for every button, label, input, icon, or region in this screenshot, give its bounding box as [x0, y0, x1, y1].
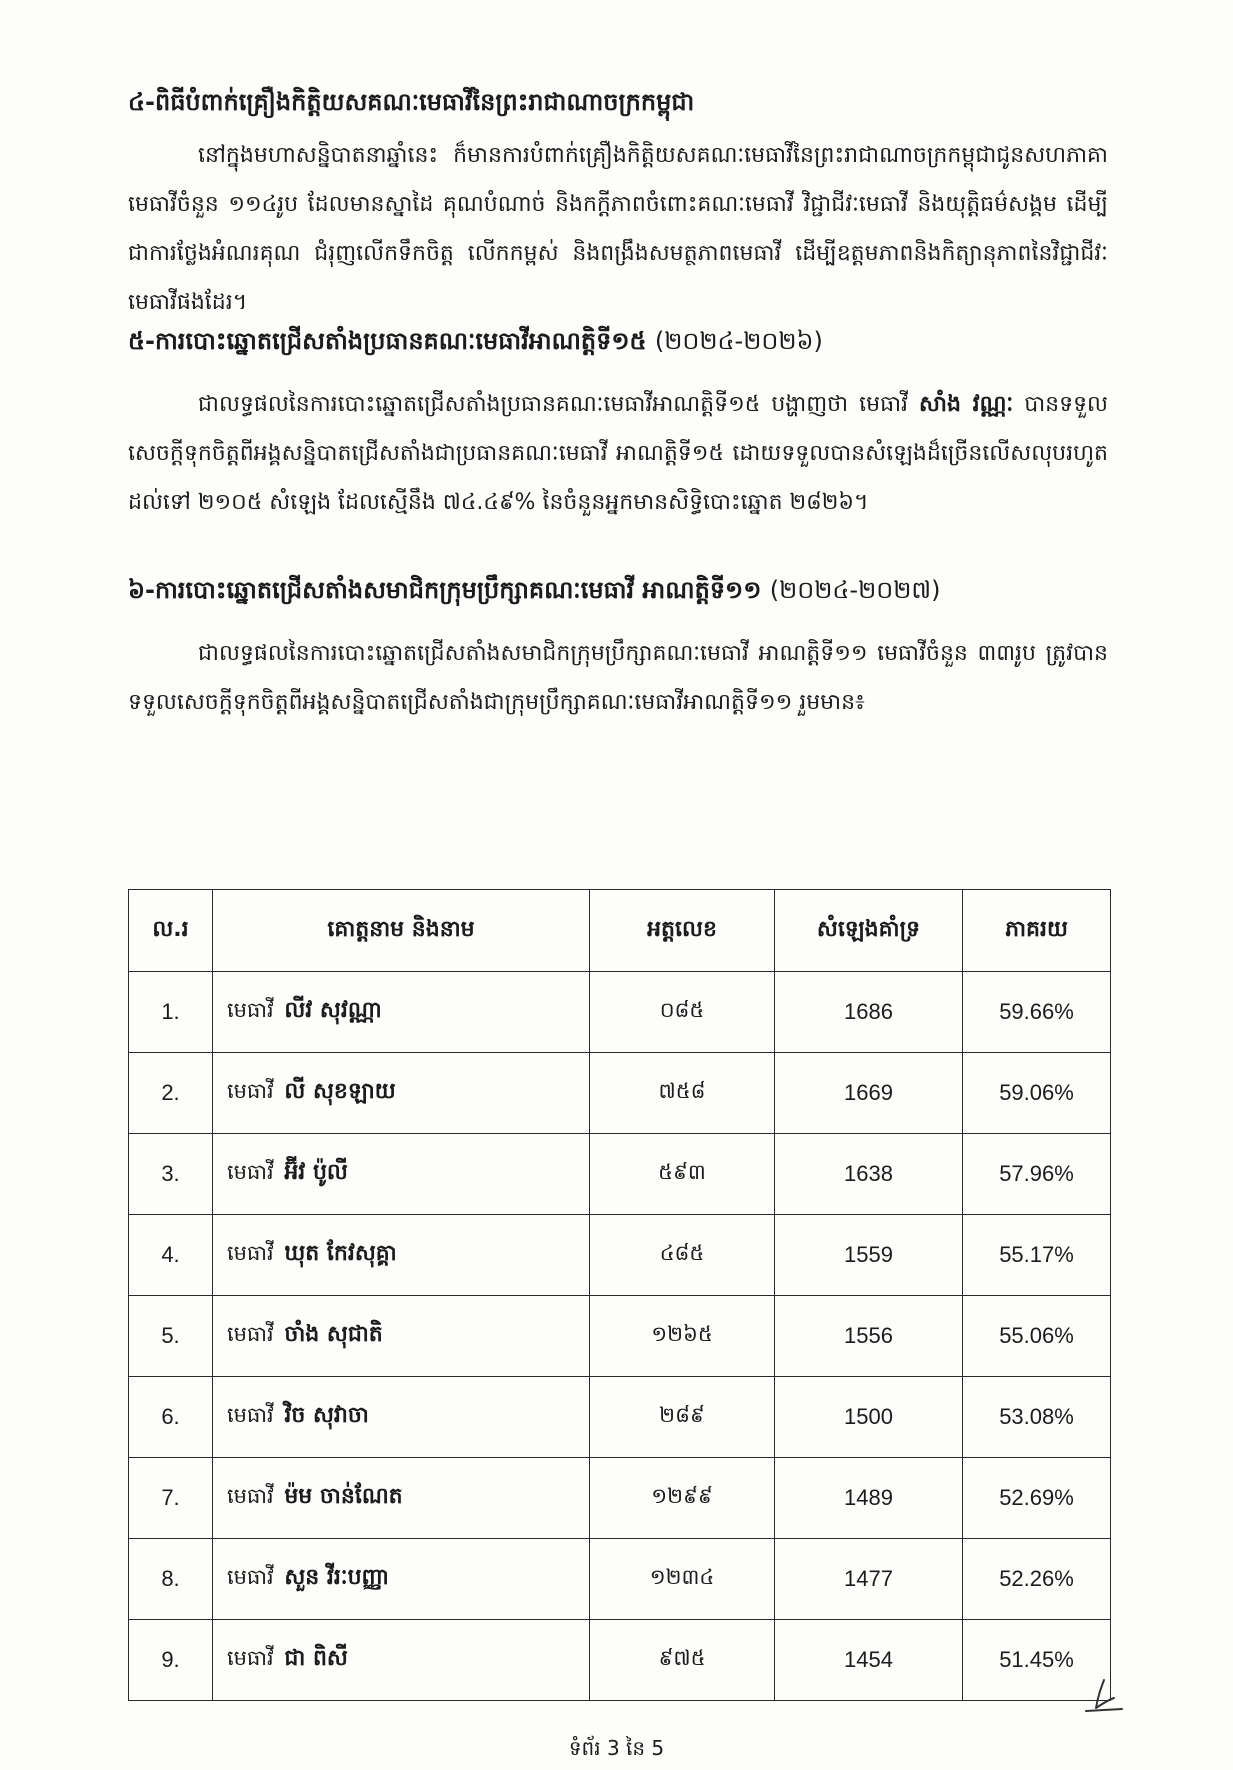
member-name-cell — [213, 1053, 590, 1134]
member-id: ១២៣៤ — [590, 1539, 775, 1620]
member-percent: 55.17% — [963, 1215, 1111, 1296]
member-name-cell — [213, 1620, 590, 1701]
header-votes: សំឡេងគាំទ្រ — [775, 890, 963, 972]
row-number: 2. — [129, 1053, 213, 1134]
member-votes: 1477 — [775, 1539, 963, 1620]
table-row — [129, 1620, 1111, 1701]
member-votes: 1556 — [775, 1296, 963, 1377]
table-row — [129, 1458, 1111, 1539]
table-row — [129, 1539, 1111, 1620]
member-name-cell — [213, 1215, 590, 1296]
member-name: ម៉ម ចាន់ណែត — [284, 1484, 403, 1509]
member-name-cell — [213, 1539, 590, 1620]
member-votes: 1686 — [775, 972, 963, 1053]
table-body — [129, 972, 1111, 1701]
member-title: មេធាវី — [227, 998, 274, 1022]
row-number: 5. — [129, 1296, 213, 1377]
member-name: ចាំង សុជាតិ — [284, 1322, 383, 1347]
header-name: គោត្តនាម និងនាម — [213, 890, 590, 972]
member-id: ៩៧៥ — [590, 1620, 775, 1701]
member-id: ៤៨៥ — [590, 1215, 775, 1296]
row-number: 3. — [129, 1134, 213, 1215]
member-name-cell — [213, 1296, 590, 1377]
row-number: 6. — [129, 1377, 213, 1458]
member-title: មេធាវី — [227, 1160, 274, 1184]
member-name: វិច សុវាចា — [284, 1403, 369, 1428]
member-votes: 1500 — [775, 1377, 963, 1458]
initials-signature — [1084, 1678, 1124, 1714]
header-percent: ភាគរយ — [963, 890, 1111, 972]
member-votes: 1638 — [775, 1134, 963, 1215]
member-id: ២៨៩ — [590, 1377, 775, 1458]
member-percent: 53.08% — [963, 1377, 1111, 1458]
row-number: 1. — [129, 972, 213, 1053]
member-votes: 1489 — [775, 1458, 963, 1539]
section-5-heading-years: (២០២៤-២០២៦) — [654, 327, 823, 355]
row-number: 8. — [129, 1539, 213, 1620]
table-row — [129, 1134, 1111, 1215]
member-votes: 1669 — [775, 1053, 963, 1134]
section-5-heading-text: ៥-ការបោះឆ្នោតជ្រើសតាំងប្រធានគណៈមេធាវីអាណត្តិទី១៥ — [128, 327, 647, 355]
member-percent: 55.06% — [963, 1296, 1111, 1377]
section-4-paragraph: នៅក្នុងមហាសន្និបាតនាឆ្នាំនេះ ក៏មានការបំពាក់គ្រឿងកិត្តិយសគណៈមេធាវីនៃព្រះរាជាណាចក្រកម្ពុជាជូនសហភាគាមេធាវីចំនួន ១១៤រូប ដែលមានស្នាដៃ គុណបំណាច់ និងកក្តីភាពចំពោះគណៈមេធាវី វិជ្ជាជីវៈមេធាវី និងយុត្តិធម៌សង្គម ដើម្បីជាការថ្លែងអំណរគុណ ជំរុញលើកទឹកចិត្ត លើកកម្ពស់ និងពង្រឹងសមត្ថភាពមេធាវី ដើម្បីឧត្តមភាពនិងកិត្យានុភាពនៃវិជ្ជាជីវៈមេធាវីផងដែរ។ — [128, 143, 1108, 315]
member-name: សួន វីរៈបញ្ញា — [284, 1565, 390, 1590]
member-title: មេធាវី — [227, 1322, 274, 1346]
member-percent: 52.69% — [963, 1458, 1111, 1539]
row-number: 7. — [129, 1458, 213, 1539]
table-row — [129, 1377, 1111, 1458]
table-row — [129, 1215, 1111, 1296]
section-6-heading-text: ៦-ការបោះឆ្នោតជ្រើសតាំងសមាជិកក្រុមប្រឹក្សាគណៈមេធាវី អាណត្តិទី១១ — [128, 576, 762, 604]
section-5-heading — [128, 321, 1118, 361]
member-title: មេធាវី — [227, 1241, 274, 1265]
page-number: ទំព័រ 3 នៃ 5 — [568, 1736, 665, 1760]
member-id: ០៨៥ — [590, 972, 775, 1053]
section-5-paragraph-start: ជាលទ្ធផលនៃការបោះឆ្នោតជ្រើសតាំងប្រធានគណៈមេធាវីអាណត្តិទី១៥ បង្ហាញថា មេធាវី — [198, 392, 920, 417]
member-title: មេធាវី — [227, 1403, 274, 1427]
table-header-row — [129, 890, 1111, 972]
member-id: ៧៥៨ — [590, 1053, 775, 1134]
member-name: អ៊ីវ ប៉ូលី — [284, 1160, 348, 1185]
member-name-cell — [213, 1134, 590, 1215]
table-row — [129, 1053, 1111, 1134]
table-row — [129, 972, 1111, 1053]
member-name: លី សុខឡាយ — [284, 1079, 396, 1104]
president-name: សាំង វណ្ណៈ — [919, 392, 1014, 417]
section-4-heading — [128, 82, 1118, 122]
member-votes: 1454 — [775, 1620, 963, 1701]
member-name-cell — [213, 1458, 590, 1539]
member-percent: 59.66% — [963, 972, 1111, 1053]
header-id: អត្តលេខ — [590, 890, 775, 972]
member-percent: 59.06% — [963, 1053, 1111, 1134]
member-id: ១២៩៩ — [590, 1458, 775, 1539]
member-title: មេធាវី — [227, 1565, 274, 1589]
member-name-cell — [213, 972, 590, 1053]
member-name-cell — [213, 1377, 590, 1458]
member-title: មេធាវី — [227, 1484, 274, 1508]
section-4-heading-text: ៤-ពិធីបំពាក់គ្រឿងកិត្តិយសគណៈមេធាវីនៃព្រះរាជាណាចក្រកម្ពុជា — [128, 88, 695, 116]
member-id: ៥៩៣ — [590, 1134, 775, 1215]
member-name: ឃុត កែវសុគ្គា — [284, 1241, 397, 1266]
section-5-paragraph — [128, 380, 1108, 527]
section-6-heading — [128, 570, 1118, 610]
section-5-paragraph-end: បានទទួលសេចក្ដីទុកចិត្តពីអង្គសន្និបាតជ្រើសតាំងជាប្រធានគណៈមេធាវី អាណត្តិទី១៥ ដោយទទួលបានសំឡេងដ៏ច្រើនលើសលុបរហូតដល់ទៅ ២១០៥ សំឡេង ដែលស្មើនឹង ៧៤.៤៩% នៃចំនួនអ្នកមានសិទ្ធិបោះឆ្នោត ២៨២៦។ — [128, 392, 1108, 515]
member-id: ១២៦៥ — [590, 1296, 775, 1377]
member-votes: 1559 — [775, 1215, 963, 1296]
table-row — [129, 1296, 1111, 1377]
member-name: លីវ សុវណ្ណា — [284, 998, 382, 1023]
section-6-paragraph: ជាលទ្ធផលនៃការបោះឆ្នោតជ្រើសតាំងសមាជិកក្រុមប្រឹក្សាគណៈមេធាវី អាណត្តិទី១១ មេធាវីចំនួន ៣៣រូប ត្រូវបានទទួលសេចក្ដីទុកចិត្តពីអង្គសន្និបាតជ្រើសតាំងជាក្រុមប្រឹក្សាគណៈមេធាវីអាណត្តិទី១១ រួមមាន៖ — [128, 641, 1108, 715]
council-members-table — [128, 889, 1111, 1701]
section-6-heading-years: (២០២៤-២០២៧) — [769, 576, 941, 604]
member-title: មេធាវី — [227, 1079, 274, 1103]
member-title: មេធាវី — [227, 1646, 274, 1670]
row-number: 9. — [129, 1620, 213, 1701]
member-percent: 51.45% — [963, 1620, 1111, 1701]
row-number: 4. — [129, 1215, 213, 1296]
member-percent: 57.96% — [963, 1134, 1111, 1215]
member-name: ជា ពិសី — [284, 1646, 348, 1671]
member-percent: 52.26% — [963, 1539, 1111, 1620]
header-no: ល.រ — [129, 890, 213, 972]
